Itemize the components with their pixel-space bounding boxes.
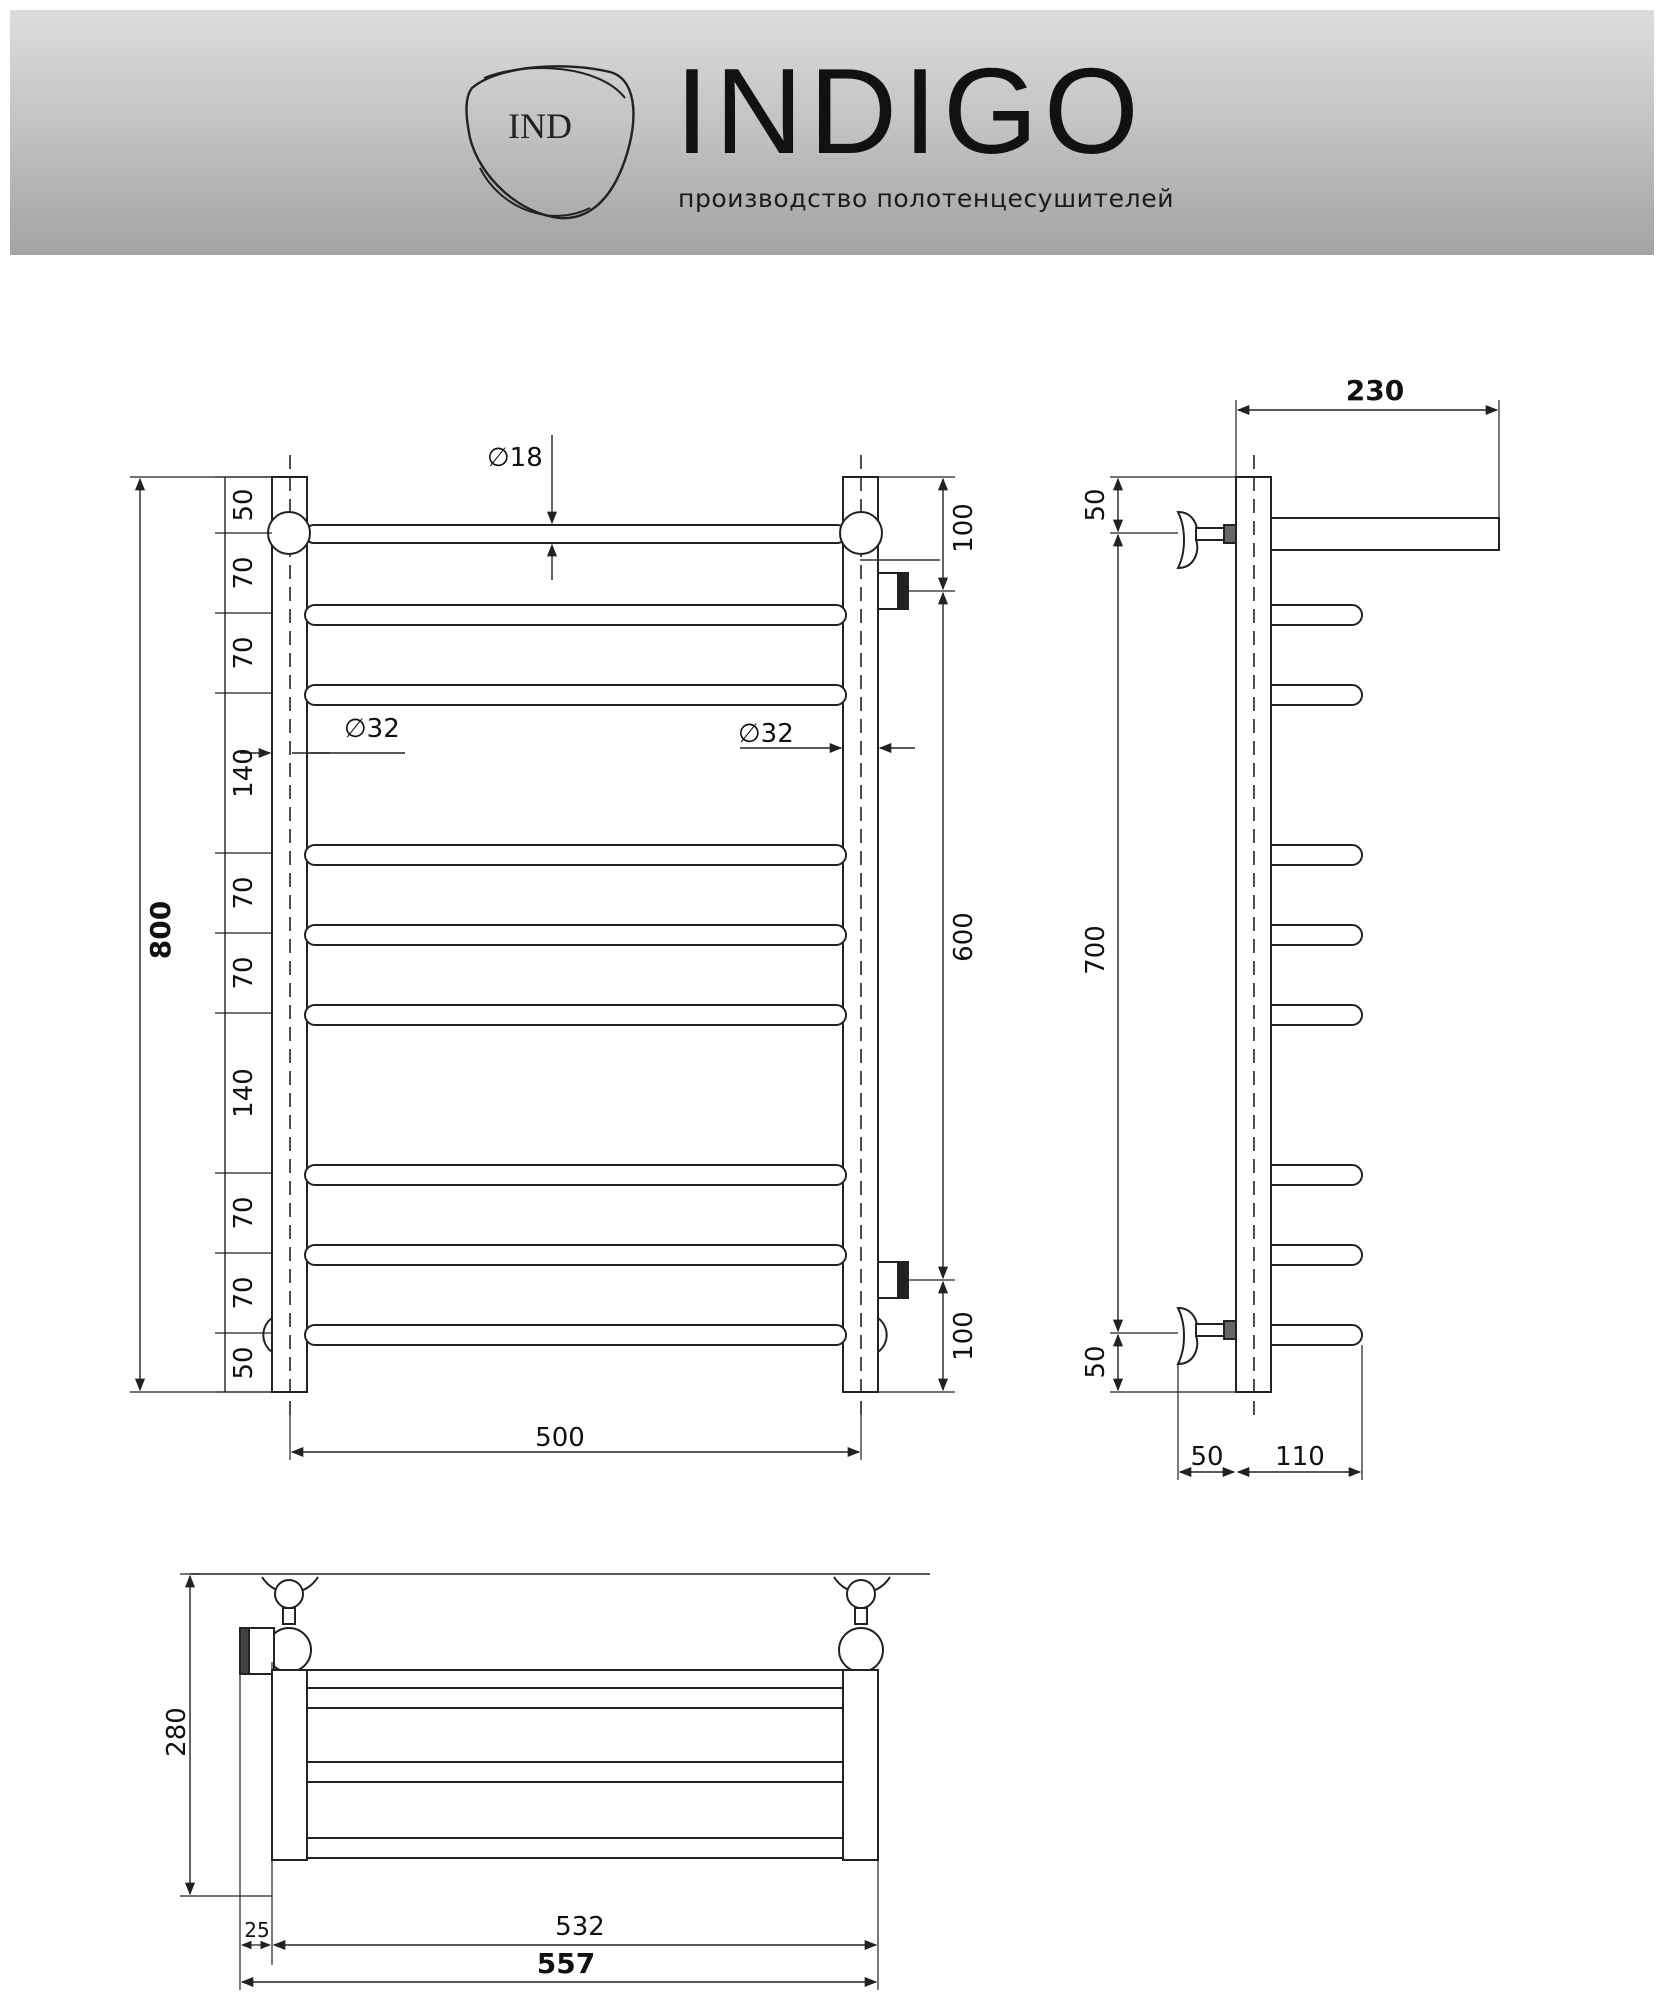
side-top-bar bbox=[1271, 518, 1499, 550]
dim-depth: 230 bbox=[1345, 374, 1405, 407]
dim-right-post-diameter: ∅32 bbox=[738, 719, 794, 749]
rung bbox=[305, 525, 846, 543]
left-fitting bbox=[240, 1577, 318, 1674]
brand-tagline: производство полотенцесушителей bbox=[678, 184, 1175, 213]
dim-segment: 50 bbox=[229, 488, 259, 522]
dim-left-post-diameter: ∅32 bbox=[344, 714, 400, 744]
dim-inlet-bottom: 100 bbox=[949, 1311, 979, 1361]
dim-total-width: 557 bbox=[536, 1947, 596, 1980]
top-right-post bbox=[843, 1670, 878, 1860]
rung bbox=[305, 1325, 846, 1345]
rung bbox=[305, 1005, 846, 1025]
rung bbox=[305, 1245, 846, 1265]
dim-inner-width: 532 bbox=[555, 1912, 605, 1942]
rung bbox=[305, 605, 846, 625]
dim-segment: 70 bbox=[229, 556, 259, 590]
dim-top-offset: 25 bbox=[244, 1918, 270, 1942]
rungs bbox=[305, 525, 846, 1345]
dim-wall-gap: 50 bbox=[1190, 1442, 1224, 1472]
dim-segment: 70 bbox=[229, 1276, 259, 1310]
logo-text: IND bbox=[508, 106, 572, 146]
dim-segment: 70 bbox=[229, 956, 259, 990]
dim-segment: 70 bbox=[229, 636, 259, 670]
dim-bottom-offset: 50 bbox=[1081, 1345, 1111, 1379]
right-fitting bbox=[834, 1577, 890, 1672]
dim-segment: 70 bbox=[229, 1196, 259, 1230]
rung bbox=[305, 845, 846, 865]
dim-inlet-top: 100 bbox=[949, 503, 979, 553]
dim-inlet-spacing: 600 bbox=[949, 912, 979, 962]
rung bbox=[305, 685, 846, 705]
dim-top-depth: 280 bbox=[162, 1707, 192, 1757]
side-bars bbox=[1271, 605, 1362, 1345]
dim-segment: 50 bbox=[229, 1346, 259, 1380]
rung bbox=[305, 1165, 846, 1185]
dim-top-rail-diameter: ∅18 bbox=[487, 443, 543, 473]
dim-overall-height: 800 bbox=[144, 900, 177, 960]
wall-bracket-top bbox=[1178, 512, 1236, 568]
dim-top-offset: 50 bbox=[1081, 488, 1111, 522]
dim-segment: 140 bbox=[229, 1068, 259, 1118]
side-view bbox=[1110, 400, 1499, 1480]
dim-mount-spacing: 700 bbox=[1081, 925, 1111, 975]
top-left-post bbox=[272, 1670, 307, 1860]
dim-segment: 140 bbox=[229, 748, 259, 798]
brand-title: INDIGO bbox=[675, 43, 1145, 179]
wall-bracket-bottom bbox=[1178, 1308, 1236, 1364]
dim-width: 500 bbox=[535, 1423, 585, 1453]
dim-bar-projection: 110 bbox=[1275, 1442, 1325, 1472]
rung bbox=[305, 925, 846, 945]
dim-segment: 70 bbox=[229, 876, 259, 910]
